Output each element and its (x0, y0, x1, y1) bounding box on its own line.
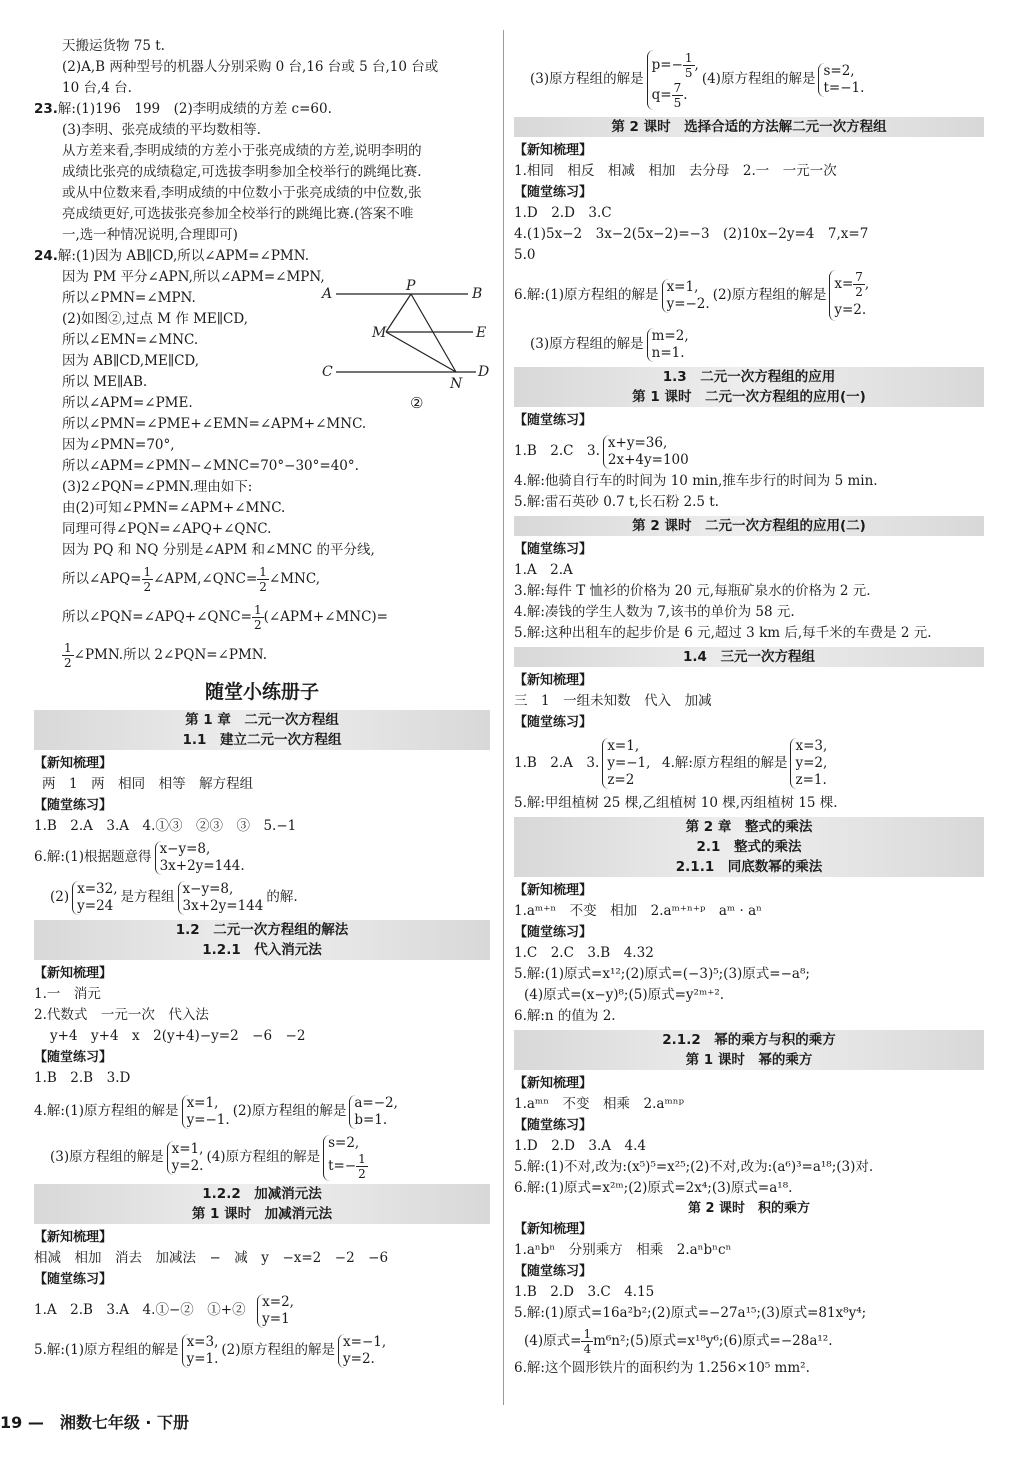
text-line: 或从中位数来看,李明成绩的中位数小于张亮成绩的中位数,张 (62, 185, 422, 201)
answer-line: 6.解:(1)根据题意得x−y=8, 3x+2y=144. (34, 840, 245, 874)
label-a: A (322, 286, 333, 302)
label-new: 【新知梳理】 (514, 883, 593, 898)
section-heading: 2.1.2 幂的乘方与积的乘方 第 1 课时 幂的乘方 (514, 1030, 984, 1070)
fraction: $\frac{7}{5}$ (673, 80, 682, 110)
text-line: 由(2)可知∠PMN=∠APM+∠MNC. (62, 500, 286, 516)
answer-line: 1.B 2.D 3.C 4.15 (514, 1284, 655, 1300)
left-column (34, 36, 490, 1370)
text-line: 所以∠PMN=∠PME+∠EMN=∠APM+∠MNC. (62, 416, 367, 432)
label-e: E (476, 325, 487, 341)
text-line: (2)如图②,过点 M 作 ME∥CD, (62, 311, 248, 327)
question-23: 23.解:(1)196 199 (2)李明成绩的方差 c=60. (34, 101, 332, 117)
answer-line: 5.解:(1)原式=x¹²;(2)原式=(−3)⁵;(3)原式=−a⁸; (514, 966, 810, 982)
section-heading: 1.2 二元一次方程组的解法 1.2.1 代入消元法 (34, 920, 490, 960)
answer-line: 5.解:(1)不对,改为:(x⁵)⁵=x²⁵;(2)不对,改为:(a⁶)³=a¹⁸;(3)对. (514, 1159, 874, 1175)
fraction: $\frac{1}{5}$ (684, 50, 693, 80)
label-new: 【新知梳理】 (34, 966, 113, 981)
text-line: $\frac{1}{2}$ ∠PMN.所以 2∠PQN=∠PMN. (64, 641, 268, 670)
text-line: 所以 ME∥AB. (62, 374, 148, 390)
lesson-heading: 第 2 课时 二元一次方程组的应用(二) (514, 516, 984, 536)
label-practice: 【随堂练习】 (514, 542, 593, 557)
answer-line: 1.aᵐ⁺ⁿ 不变 相加 2.aᵐ⁺ⁿ⁺ᵖ aᵐ · aⁿ (514, 903, 762, 919)
equation-system: s=2, t=−1. (818, 63, 864, 97)
answer-line: 5.解:(1)原方程组的解是x=3, y=1.(2)原方程组的解是x=−1, y=2. (34, 1333, 387, 1367)
text-line: (2)A,B 两种型号的机器人分别采购 0 台,16 台或 5 台,10 台或 (62, 59, 439, 75)
label-new: 【新知梳理】 (514, 673, 593, 688)
text-line: 所以∠APM=∠PMN−∠MNC=70°−30°=40°. (62, 458, 359, 474)
text-line: 成绩比张亮的成绩稳定,可选拔李明参加全校举行的跳绳比赛. (62, 164, 422, 180)
label-practice: 【随堂练习】 (514, 925, 593, 940)
text-line: 所以∠PQN=∠APQ+∠QNC= $\frac{1}{2}$ (∠APM+∠MNC)= (62, 603, 388, 632)
answer-line: 4.解:凑钱的学生人数为 7,该书的单价为 58 元. (514, 604, 795, 620)
section-heading: 1.4 三元一次方程组 (514, 647, 984, 667)
label-practice: 【随堂练习】 (34, 1050, 113, 1065)
text-line: 因为 AB∥CD,ME∥CD, (62, 353, 200, 369)
question-24: 24.解:(1)因为 AB∥CD,所以∠APM=∠PMN. (34, 248, 309, 264)
lesson-heading: 第 2 课时 积的乘方 (687, 1201, 811, 1216)
text-line: 因为 PM 平分∠APN,所以∠APM=∠MPN, (62, 269, 325, 285)
lesson-heading: 第 2 课时 选择合适的方法解二元一次方程组 (514, 117, 984, 137)
text-line: 10 台,4 台. (62, 80, 132, 96)
answer-line: 两 1 两 相同 相等 解方程组 (42, 776, 254, 792)
equation-system: x+y=36, 2x+4y=100 (603, 435, 689, 469)
section-heading: 1.3 二元一次方程组的应用 第 1 课时 二元一次方程组的应用(一) (514, 367, 984, 407)
answer-line: 1.C 2.C 3.B 4.32 (514, 945, 654, 961)
text-line: 亮成绩更好,可选拔张亮参加全校举行的跳绳比赛.(答案不唯 (62, 206, 414, 222)
answer-line: (3)原方程组的解是p=− $\frac{1}{5}$ , q= $\frac{7}{5}$ .(4)原方程组的解是s=2, t=−1. (530, 50, 865, 110)
fraction: $\frac{1}{2}$ (64, 641, 72, 670)
equation-system: a=−2, b=1. (349, 1095, 398, 1129)
column-divider (503, 30, 504, 1405)
label-new: 【新知梳理】 (514, 1222, 593, 1237)
answer-line: 1.aⁿbⁿ 分别乘方 相乘 2.aⁿbⁿcⁿ (514, 1242, 732, 1258)
text-line: (3)李明、张亮成绩的平均数相等. (62, 122, 261, 138)
fraction: $\frac{1}{2}$ (358, 1151, 366, 1181)
label-n: N (450, 376, 463, 392)
answer-line: 1.A 2.B 3.A 4.①−② ①+② x=2, y=1 (34, 1293, 294, 1327)
equation-system: x=1, y=−2. (662, 279, 710, 313)
answer-line: 5.解:雷石英砂 0.7 t,长石粉 2.5 t. (514, 494, 719, 510)
label-new: 【新知梳理】 (34, 756, 113, 771)
text-line: 因为 PQ 和 NQ 分别是∠APM 和∠MNC 的平分线, (62, 542, 375, 558)
answer-line: 4.(1)5x−2 3x−2(5x−2)=−3 (2)10x−2y=4 7,x=7 (514, 226, 869, 242)
answer-line: 三 1 一组未知数 代入 加减 (514, 693, 712, 709)
chapter-heading: 第 2 章 整式的乘法 2.1 整式的乘法 2.1.1 同底数幂的乘法 (514, 817, 984, 877)
label-practice: 【随堂练习】 (514, 413, 593, 428)
answer-line: 1.一 消元 (34, 986, 101, 1002)
label-p: P (406, 278, 416, 294)
equation-system: x= $\frac{7}{2}$ , y=2. (829, 270, 869, 321)
answer-line: (3)原方程组的解是m=2, n=1. (530, 327, 689, 361)
answer-line: (3)原方程组的解是x=1, y=2.(4)原方程组的解是s=2, t=− $\frac{1}{2}$ (50, 1134, 366, 1181)
answer-line: 4.解:他骑自行车的时间为 10 min,推车步行的时间为 5 min. (514, 473, 878, 489)
label-practice: 【随堂练习】 (514, 185, 593, 200)
text-line: 因为∠PMN=70°, (62, 437, 175, 453)
answer-line: 2.代数式 一元一次 代入法 (34, 1007, 209, 1023)
equation-system: x−y=8, 3x+2y=144 (178, 881, 264, 915)
label-m: M (372, 325, 387, 341)
chapter-heading: 第 1 章 二元一次方程组 1.1 建立二元一次方程组 (34, 710, 490, 750)
answer-line: 1.B 2.A 3.A 4.①③ ②③ ③ 5.−1 (34, 818, 297, 834)
equation-system: x=−1, y=2. (338, 1334, 386, 1368)
answer-line: (4)原式=(x−y)⁸;(5)原式=y²ᵐ⁺². (524, 987, 725, 1003)
answer-line: 5.0 (514, 247, 536, 263)
label-new: 【新知梳理】 (514, 1076, 593, 1091)
answer-line: 5.解:(1)原式=16a²b²;(2)原式=−27a¹⁵;(3)原式=81x⁸y⁴; (514, 1305, 867, 1321)
answer-line: 6.解:这个圆形铁片的面积约为 1.256×10⁵ mm². (514, 1360, 810, 1376)
answer-line: 1.B 2.C 3.x+y=36, 2x+4y=100 (514, 434, 689, 468)
equation-system: x=3, y=1. (182, 1334, 219, 1368)
answer-line: 5.解:这种出租车的起步价是 6 元,超过 3 km 后,每千米的车费是 2 元. (514, 625, 932, 641)
answer-line: 6.解:(1)原方程组的解是x=1, y=−2.(2)原方程组的解是x= $\frac{7}{2}$ , y=2. (514, 266, 984, 324)
label-b: B (472, 286, 483, 302)
answer-line: 6.解:(1)原式=x²ᵐ;(2)原式=2x⁴;(3)原式=a¹⁸. (514, 1180, 793, 1196)
equation-system: x=1, y=−1, z=2 (602, 738, 650, 789)
geometry-figure (318, 280, 488, 415)
answer-line: 4.解:(1)原方程组的解是x=1, y=−1.(2)原方程组的解是a=−2, b=1. (34, 1094, 398, 1128)
label-practice: 【随堂练习】 (514, 715, 593, 730)
segment-pm (386, 294, 411, 332)
answer-line: 5.解:甲组植树 25 棵,乙组植树 10 棵,丙组植树 15 棵. (514, 795, 838, 811)
answer-line: 3.解:每件 T 恤衫的价格为 20 元,每瓶矿泉水的价格为 2 元. (514, 583, 871, 599)
book-title: 随堂小练册子 (204, 681, 319, 703)
answer-line: 1.A 2.A (514, 562, 573, 578)
equation-system: x=3, y=2, z=1. (790, 738, 827, 789)
answer-line: y+4 y+4 x 2(y+4)−y=2 −6 −2 (50, 1028, 306, 1044)
fraction: $\frac{1}{2}$ (259, 565, 267, 594)
fraction: $\frac{7}{2}$ (855, 270, 863, 299)
label-practice: 【随堂练习】 (34, 1272, 113, 1287)
text-line: 所以∠APM=∠PME. (62, 395, 193, 411)
fraction: $\frac{1}{2}$ (143, 565, 152, 594)
text-line: 一,选一种情况说明,合理即可) (62, 227, 238, 243)
text-line: (3)2∠PQN=∠PMN.理由如下: (62, 479, 253, 495)
label-new: 【新知梳理】 (514, 143, 593, 158)
page-footer: 19 — 湘数七年级 · 下册 (0, 1413, 190, 1432)
label-practice: 【随堂练习】 (514, 1118, 593, 1133)
text-line: 所以∠PMN=∠MPN. (62, 290, 196, 306)
equation-system: p=− $\frac{1}{5}$ , q= $\frac{7}{5}$ . (647, 50, 699, 110)
label-new: 【新知梳理】 (34, 1230, 113, 1245)
label-practice: 【随堂练习】 (514, 1264, 593, 1279)
equation-system: s=2, t=− $\frac{1}{2}$ (323, 1135, 368, 1181)
text-line: 所以∠EMN=∠MNC. (62, 332, 199, 348)
equation-system: x−y=8, 3x+2y=144. (155, 841, 245, 875)
equation-system: x=32, y=24 (72, 881, 117, 915)
fraction: $\frac{1}{4}$ (583, 1327, 592, 1356)
equation-system: x=1, y=2. (167, 1141, 204, 1175)
answer-line: (2)x=32, y=24是方程组x−y=8, 3x+2y=144的解. (50, 880, 298, 914)
text-line: 天搬运货物 75 t. (62, 38, 165, 54)
answer-line: 1.B 2.A 3.x=1, y=−1, z=2 4.解:原方程组的解是x=3, y=2, z=1. (514, 738, 828, 788)
text-line: 同理可得∠PQN=∠APQ+∠QNC. (62, 521, 272, 537)
answer-line: 1.B 2.B 3.D (34, 1070, 131, 1086)
figure-caption: ② (410, 394, 424, 412)
equation-system: x=2, y=1 (257, 1294, 294, 1328)
segment-pn (411, 294, 456, 372)
equation-system: m=2, n=1. (647, 328, 689, 362)
text-line: 从方差来看,李明成绩的方差小于张亮成绩的方差,说明李明的 (62, 143, 422, 159)
answer-line: 1.aᵐⁿ 不变 相乘 2.aᵐⁿᵖ (514, 1096, 684, 1112)
answer-line: 1.D 2.D 3.A 4.4 (514, 1138, 647, 1154)
answer-line: 1.D 2.D 3.C (514, 205, 612, 221)
label-d: D (478, 364, 490, 380)
answer-line: 1.相同 相反 相减 相加 去分母 2.一 一元一次 (514, 163, 837, 179)
label-c: C (322, 364, 333, 380)
right-column (514, 44, 984, 1379)
answer-line: (4)原式= $\frac{1}{4}$ m⁶n²;(5)原式=x¹⁸y⁶;(6)原式=−28a¹². (524, 1327, 833, 1356)
fraction: $\frac{1}{2}$ (253, 603, 262, 632)
section-heading: 1.2.2 加减消元法 第 1 课时 加减消元法 (34, 1184, 490, 1224)
label-practice: 【随堂练习】 (34, 798, 113, 813)
segment-mn (386, 332, 456, 372)
answer-line: 相减 相加 消去 加减法 − 减 y −x=2 −2 −6 (34, 1250, 389, 1266)
text-line: 所以∠APQ= $\frac{1}{2}$ ∠APM,∠QNC= $\frac{1}{2}$ ∠MNC, (62, 565, 320, 594)
answer-line: 6.解:n 的值为 2. (514, 1008, 616, 1024)
equation-system: x=1, y=−1. (182, 1095, 230, 1129)
